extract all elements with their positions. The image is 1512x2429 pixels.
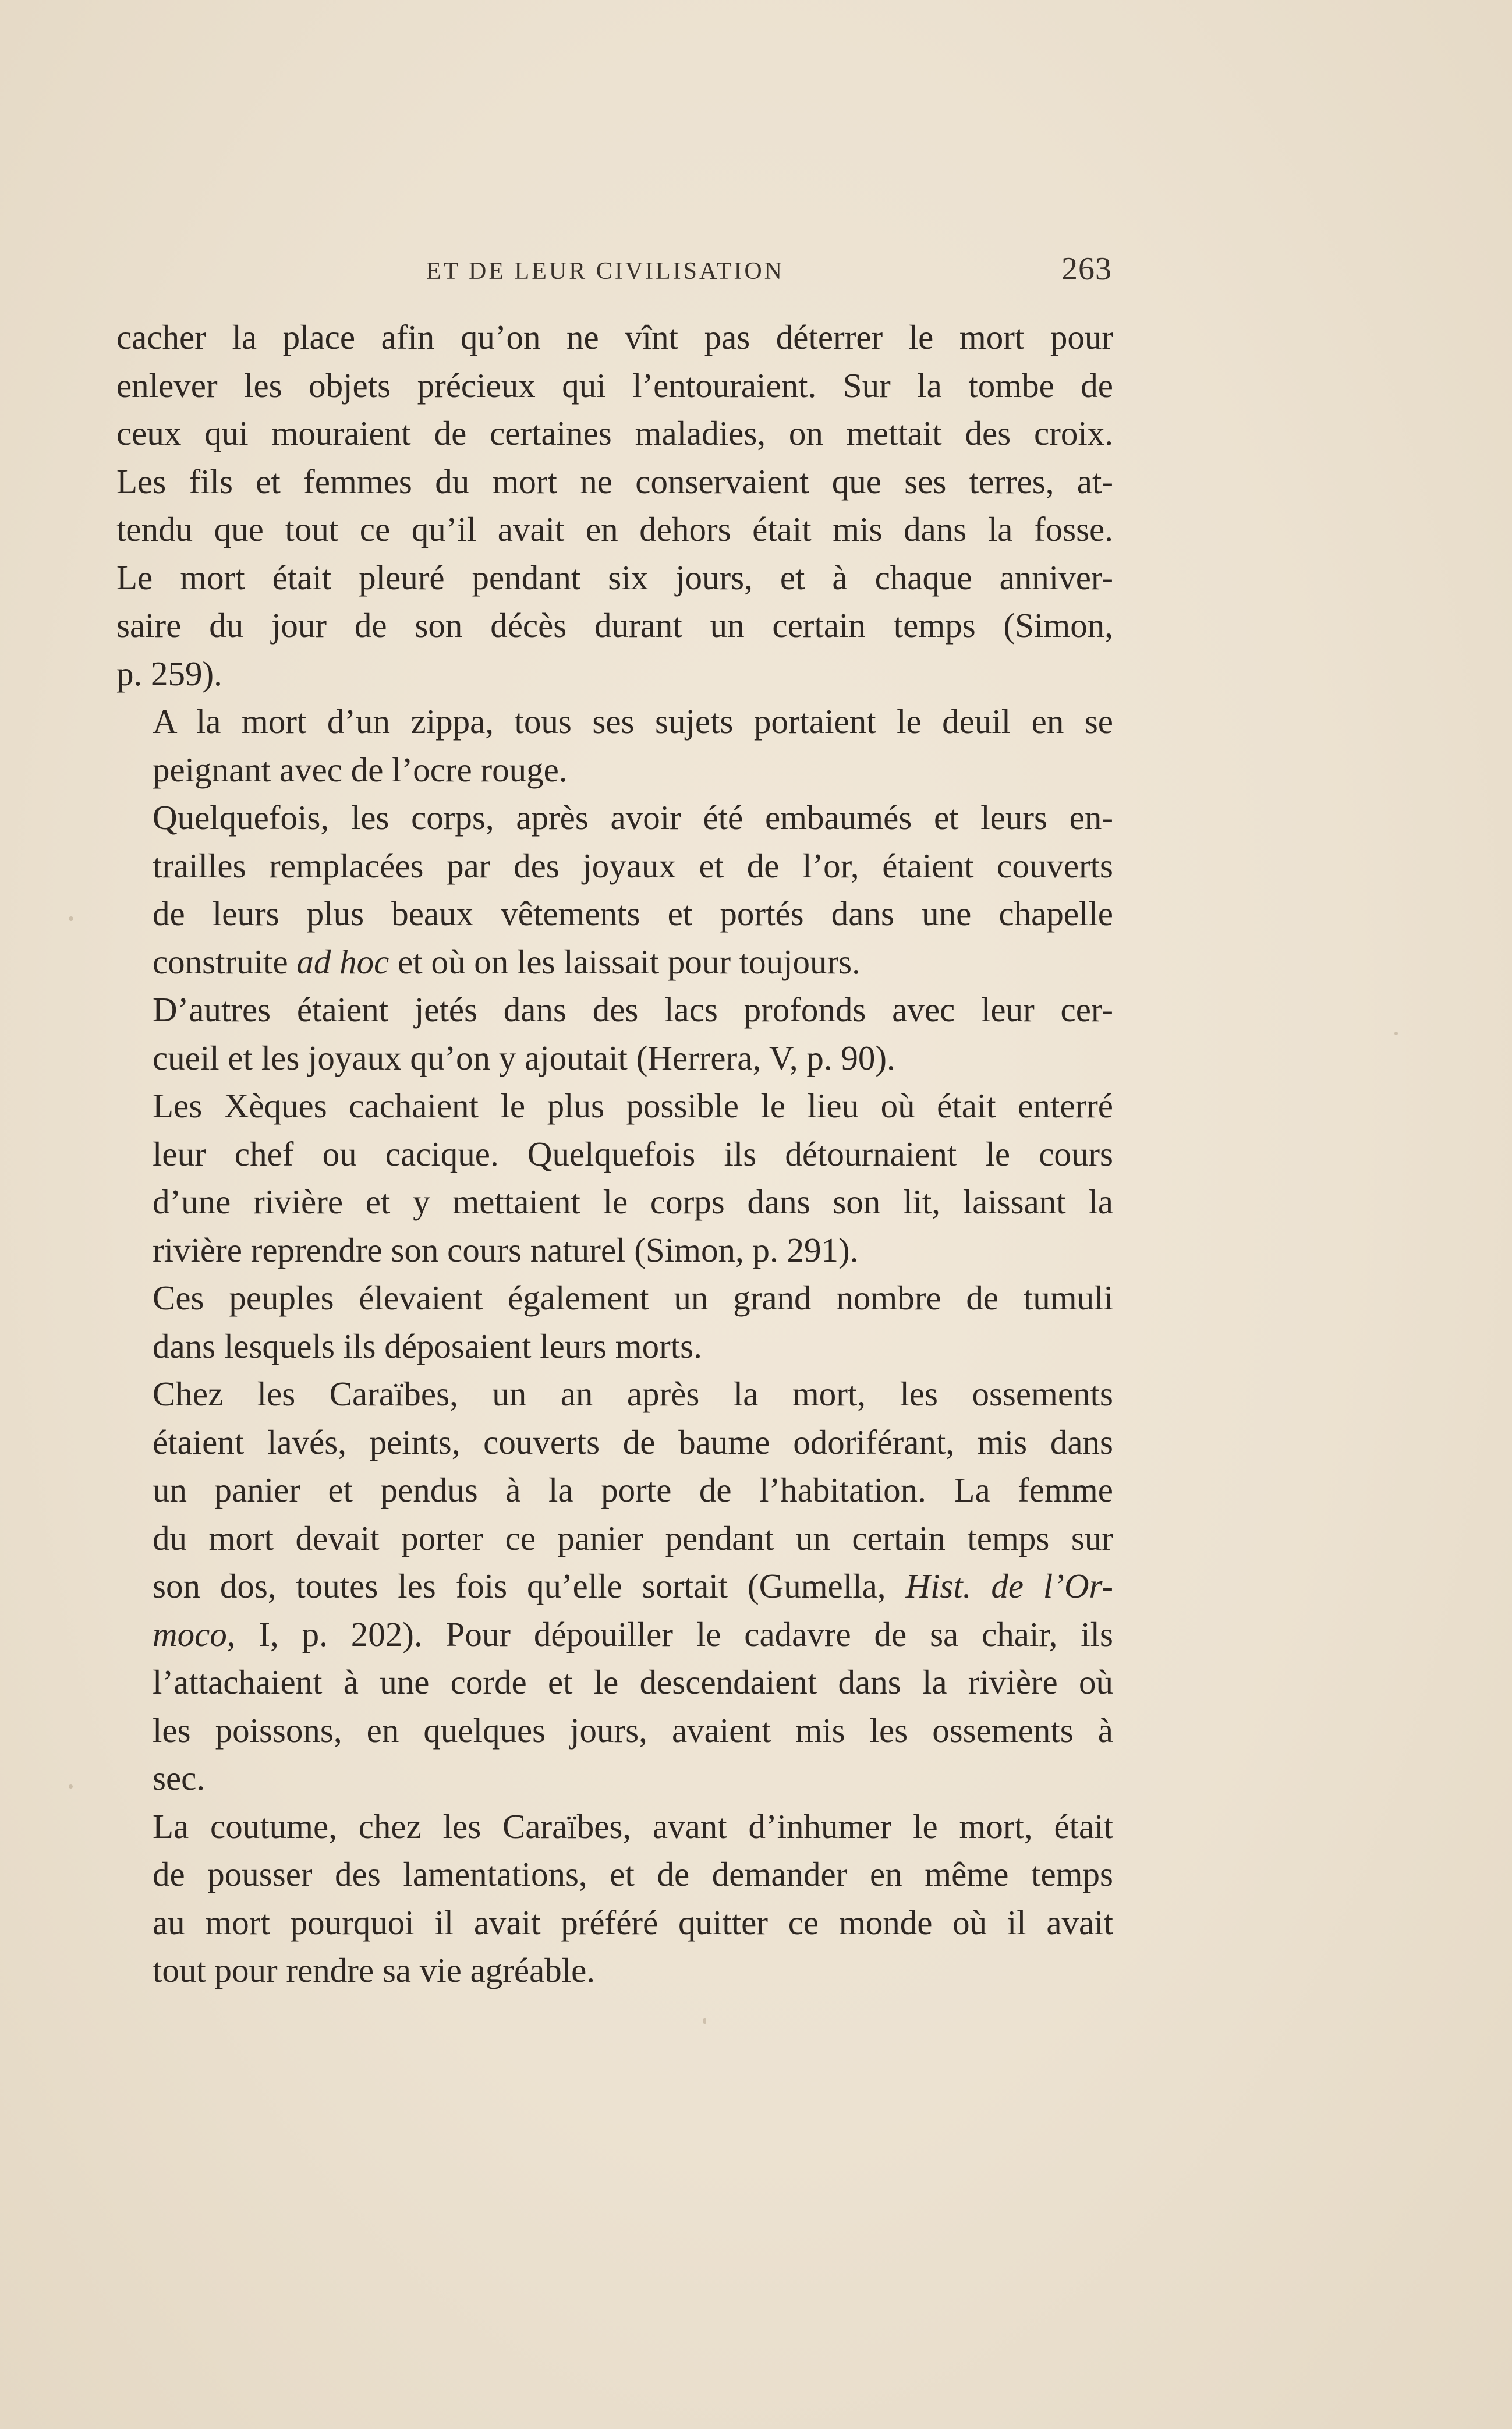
text-line: La coutume, chez les Caraïbes, avant d’inhumer le mort, était — [153, 1807, 1113, 1846]
paragraph — [116, 986, 1113, 1082]
text-line: Quelquefois, les corps, après avoir été embaumés et leurs en- — [153, 798, 1113, 837]
text-line: p. 259). — [116, 654, 222, 693]
text-line: moco, I, p. 202). Pour dépouiller le cadavre de sa chair, ils — [153, 1614, 1113, 1653]
text-line: trailles remplacées par des joyaux et de l’or, étaient couverts — [153, 846, 1113, 885]
paragraph — [116, 1082, 1113, 1274]
text-line: du mort devait porter ce panier pendant un certain temps sur — [153, 1518, 1113, 1557]
text-line: cacher la place afin qu’on ne vînt pas déterrer le mort pour — [116, 318, 1113, 356]
text-line: leur chef ou cacique. Quelquefois ils détournaient le cours — [153, 1134, 1113, 1173]
text-line: Chez les Caraïbes, un an après la mort, les ossements — [153, 1375, 1113, 1413]
paper-speck — [69, 916, 73, 921]
text-line: étaient lavés, peints, couverts de baume odoriférant, mis dans — [153, 1422, 1113, 1461]
text-line: sec. — [153, 1759, 206, 1797]
paragraph — [116, 1274, 1113, 1370]
text-line: au mort pourquoi il avait préféré quitter ce monde où il avait — [153, 1903, 1113, 1942]
text-line: tout pour rendre sa vie agréable. — [153, 1951, 596, 1989]
text-line: Le mort était pleuré pendant six jours, et à chaque anniver- — [116, 558, 1113, 597]
running-title: ET DE LEUR CIVILISATION — [426, 258, 784, 285]
text-line: tendu que tout ce qu’il avait en dehors était mis dans la fosse. — [116, 510, 1113, 548]
text-line: Les fils et femmes du mort ne conservaient que ses terres, at- — [116, 462, 1113, 501]
text-line: rivière reprendre son cours naturel (Simon, p. 291). — [153, 1230, 859, 1269]
paragraph — [116, 1803, 1113, 1995]
text-line: peignant avec de l’ocre rouge. — [153, 750, 568, 789]
text-line: dans lesquels ils déposaient leurs morts. — [153, 1326, 702, 1365]
text-line: d’une rivière et y mettaient le corps dans son lit, laissant la — [153, 1182, 1113, 1221]
paragraph — [116, 794, 1113, 986]
text-line: de leurs plus beaux vêtements et portés dans une chapelle — [153, 894, 1113, 933]
text-line: un panier et pendus à la porte de l’habitation. La femme — [153, 1471, 1113, 1509]
text-line: les poissons, en quelques jours, avaient mis les ossements à — [153, 1711, 1113, 1750]
text-line: construite ad hoc et où on les laissait pour toujours. — [153, 942, 861, 981]
text-line: D’autres étaient jetés dans des lacs profonds avec leur cer- — [153, 990, 1113, 1029]
paragraph — [116, 697, 1113, 794]
text-line: cueil et les joyaux qu’on y ajoutait (Herrera, V, p. 90). — [153, 1038, 895, 1077]
text-line: l’attachaient à une corde et le descendaient dans la rivière où — [153, 1663, 1113, 1701]
text-line: de pousser des lamentations, et de demander en même temps — [153, 1855, 1113, 1893]
text-line: enlever les objets précieux qui l’entouraient. Sur la tombe de — [116, 366, 1113, 405]
text-line: Les Xèques cachaient le plus possible le lieu où était enterré — [153, 1086, 1113, 1125]
text-line: A la mort d’un zippa, tous ses sujets portaient le deuil en se — [153, 702, 1113, 741]
text-line: saire du jour de son décès durant un certain temps (Simon, — [116, 606, 1113, 645]
text-line: Ces peuples élevaient également un grand nombre de tumuli — [153, 1279, 1113, 1317]
running-head — [116, 250, 1112, 291]
text-line: ceux qui mouraient de certaines maladies, on mettait des croix. — [116, 414, 1113, 452]
paper-speck — [69, 1784, 73, 1789]
paper-speck — [703, 2018, 706, 2024]
paper-speck — [1394, 1032, 1398, 1035]
paragraph — [116, 313, 1113, 697]
page-number: 263 — [1061, 251, 1112, 287]
text-line: son dos, toutes les fois qu’elle sortait (Gumella, Hist. de l’Or- — [153, 1567, 1113, 1605]
body-text — [116, 313, 1113, 1995]
paragraph — [116, 1370, 1113, 1803]
